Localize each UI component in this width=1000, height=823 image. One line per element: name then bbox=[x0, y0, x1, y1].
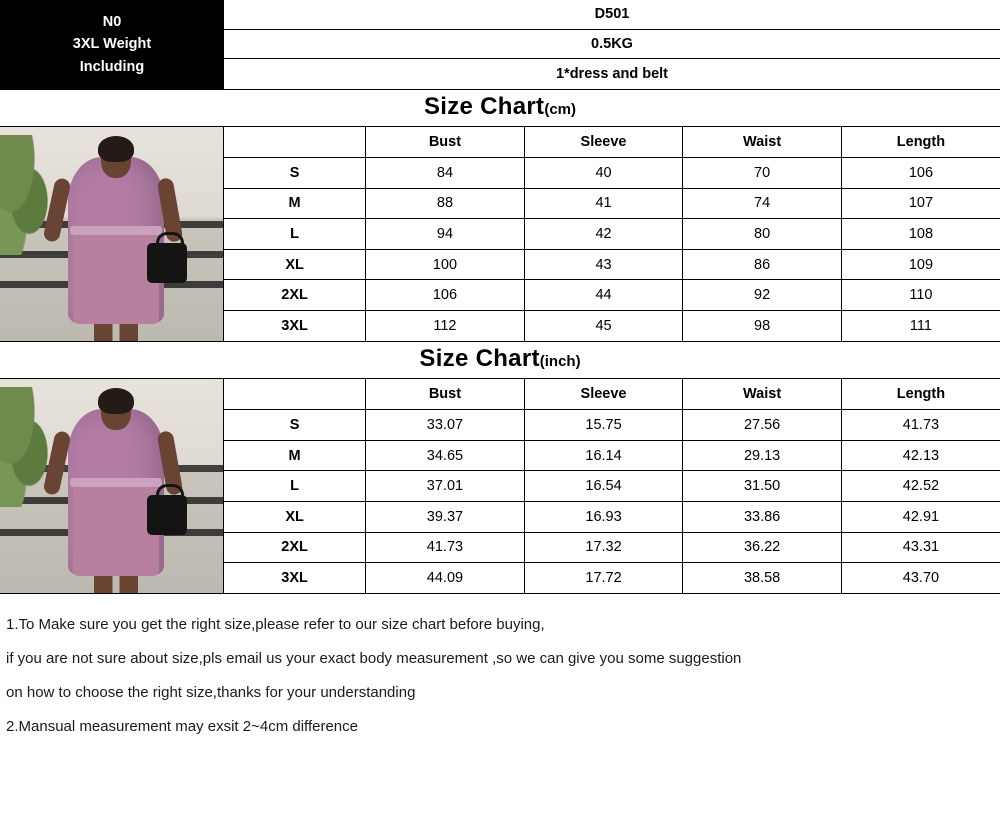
section-title-inch bbox=[0, 342, 1000, 379]
cell-length: 43.70 bbox=[841, 563, 1000, 594]
note-line-2: if you are not sure about size,pls email us your exact body measurement ,so we can give you some suggestion bbox=[6, 650, 742, 668]
cell-size: XL bbox=[224, 249, 366, 280]
value-weight: 0.5KG bbox=[224, 30, 1000, 60]
note-line-4: 2.Mansual measurement may exsit 2~4cm difference bbox=[6, 717, 358, 735]
cell-sleeve: 44 bbox=[524, 280, 683, 311]
col-bust: Bust bbox=[366, 379, 525, 410]
cell-length: 108 bbox=[841, 219, 1000, 250]
col-sleeve: Sleeve bbox=[524, 379, 683, 410]
cell-length: 42.52 bbox=[841, 471, 1000, 502]
cell-sleeve: 40 bbox=[524, 158, 683, 189]
section-title-inch-main: Size Chart bbox=[419, 345, 540, 373]
cell-waist: 38.58 bbox=[683, 563, 842, 594]
cell-size: 2XL bbox=[224, 532, 366, 563]
cell-size: 3XL bbox=[224, 311, 366, 342]
label-3xl-weight: 3XL Weight bbox=[72, 36, 152, 53]
note-line-1: 1.To Make sure you get the right size,please refer to our size chart before buying, bbox=[6, 616, 545, 634]
cell-size: 3XL bbox=[224, 563, 366, 594]
table-row bbox=[224, 471, 1000, 502]
table-row bbox=[224, 502, 1000, 533]
cell-bust: 44.09 bbox=[366, 563, 525, 594]
table-row bbox=[224, 158, 1000, 189]
cell-length: 111 bbox=[841, 311, 1000, 342]
cell-bust: 39.37 bbox=[366, 502, 525, 533]
cell-bust: 41.73 bbox=[366, 532, 525, 563]
photo-model-belt bbox=[70, 226, 162, 235]
cell-length: 43.31 bbox=[841, 532, 1000, 563]
col-size bbox=[224, 379, 366, 410]
cell-sleeve: 16.54 bbox=[524, 471, 683, 502]
cell-size: M bbox=[224, 440, 366, 471]
product-header-labels bbox=[0, 0, 224, 89]
cell-bust: 84 bbox=[366, 158, 525, 189]
cell-length: 42.91 bbox=[841, 502, 1000, 533]
table-header-row bbox=[224, 127, 1000, 158]
product-header bbox=[0, 0, 1000, 90]
col-length: Length bbox=[841, 127, 1000, 158]
cell-bust: 100 bbox=[366, 249, 525, 280]
cell-sleeve: 17.72 bbox=[524, 563, 683, 594]
col-length: Length bbox=[841, 379, 1000, 410]
size-table-cm bbox=[224, 127, 1000, 341]
cell-size: L bbox=[224, 219, 366, 250]
section-title-cm-main: Size Chart bbox=[423, 93, 545, 120]
cell-length: 109 bbox=[841, 249, 1000, 280]
photo-model-belt bbox=[70, 478, 162, 487]
cell-waist: 29.13 bbox=[683, 440, 842, 471]
cell-length: 110 bbox=[841, 280, 1000, 311]
table-row bbox=[224, 410, 1000, 441]
table-row bbox=[224, 311, 1000, 342]
value-no: D501 bbox=[224, 0, 1000, 30]
cell-waist: 36.22 bbox=[683, 532, 842, 563]
photo-model-hair bbox=[98, 136, 134, 162]
cell-length: 107 bbox=[841, 188, 1000, 219]
table-row bbox=[224, 249, 1000, 280]
cell-sleeve: 45 bbox=[524, 311, 683, 342]
cell-bust: 37.01 bbox=[366, 471, 525, 502]
label-no: N0 bbox=[102, 13, 122, 30]
note-line-3: on how to choose the right size,thanks for your understanding bbox=[6, 683, 416, 701]
cell-waist: 92 bbox=[683, 280, 842, 311]
cell-size: M bbox=[224, 188, 366, 219]
cell-sleeve: 41 bbox=[524, 188, 683, 219]
photo-handbag bbox=[147, 243, 187, 283]
table-row bbox=[224, 188, 1000, 219]
col-bust: Bust bbox=[366, 127, 525, 158]
section-title-inch-unit: (inch) bbox=[539, 353, 581, 371]
notes-block bbox=[0, 594, 1000, 751]
cell-waist: 74 bbox=[683, 188, 842, 219]
cell-bust: 112 bbox=[366, 311, 525, 342]
cell-size: S bbox=[224, 158, 366, 189]
col-size bbox=[224, 127, 366, 158]
cell-waist: 80 bbox=[683, 219, 842, 250]
cell-bust: 106 bbox=[366, 280, 525, 311]
cell-waist: 70 bbox=[683, 158, 842, 189]
col-waist: Waist bbox=[683, 379, 842, 410]
table-row bbox=[224, 280, 1000, 311]
table-row bbox=[224, 219, 1000, 250]
cell-sleeve: 16.93 bbox=[524, 502, 683, 533]
table-row bbox=[224, 563, 1000, 594]
photo-model-skirt bbox=[73, 482, 159, 576]
cell-sleeve: 42 bbox=[524, 219, 683, 250]
table-row bbox=[224, 440, 1000, 471]
cell-bust: 94 bbox=[366, 219, 525, 250]
cell-sleeve: 15.75 bbox=[524, 410, 683, 441]
table-row bbox=[224, 532, 1000, 563]
table-header-row bbox=[224, 379, 1000, 410]
cell-sleeve: 16.14 bbox=[524, 440, 683, 471]
model-photo-inch bbox=[0, 379, 224, 593]
photo-model-skirt bbox=[73, 230, 159, 324]
model-photo-cm bbox=[0, 127, 224, 341]
cell-length: 41.73 bbox=[841, 410, 1000, 441]
cell-size: 2XL bbox=[224, 280, 366, 311]
cell-waist: 33.86 bbox=[683, 502, 842, 533]
cell-length: 106 bbox=[841, 158, 1000, 189]
photo-model-hair bbox=[98, 388, 134, 414]
cell-bust: 34.65 bbox=[366, 440, 525, 471]
size-chart-inch-block bbox=[0, 379, 1000, 594]
cell-sleeve: 43 bbox=[524, 249, 683, 280]
cell-waist: 98 bbox=[683, 311, 842, 342]
cell-size: L bbox=[224, 471, 366, 502]
cell-length: 42.13 bbox=[841, 440, 1000, 471]
section-title-cm bbox=[0, 90, 1000, 127]
cell-size: S bbox=[224, 410, 366, 441]
size-table-inch bbox=[224, 379, 1000, 593]
value-including: 1*dress and belt bbox=[555, 66, 668, 83]
cell-sleeve: 17.32 bbox=[524, 532, 683, 563]
col-waist: Waist bbox=[683, 127, 842, 158]
cell-waist: 31.50 bbox=[683, 471, 842, 502]
photo-handbag bbox=[147, 495, 187, 535]
cell-bust: 88 bbox=[366, 188, 525, 219]
section-title-cm-unit: (cm) bbox=[544, 101, 577, 118]
size-chart-cm-block bbox=[0, 127, 1000, 342]
label-including: Including bbox=[79, 58, 145, 75]
col-sleeve: Sleeve bbox=[524, 127, 683, 158]
cell-waist: 27.56 bbox=[683, 410, 842, 441]
cell-waist: 86 bbox=[683, 249, 842, 280]
cell-bust: 33.07 bbox=[366, 410, 525, 441]
cell-size: XL bbox=[224, 502, 366, 533]
product-header-values bbox=[224, 0, 1000, 89]
